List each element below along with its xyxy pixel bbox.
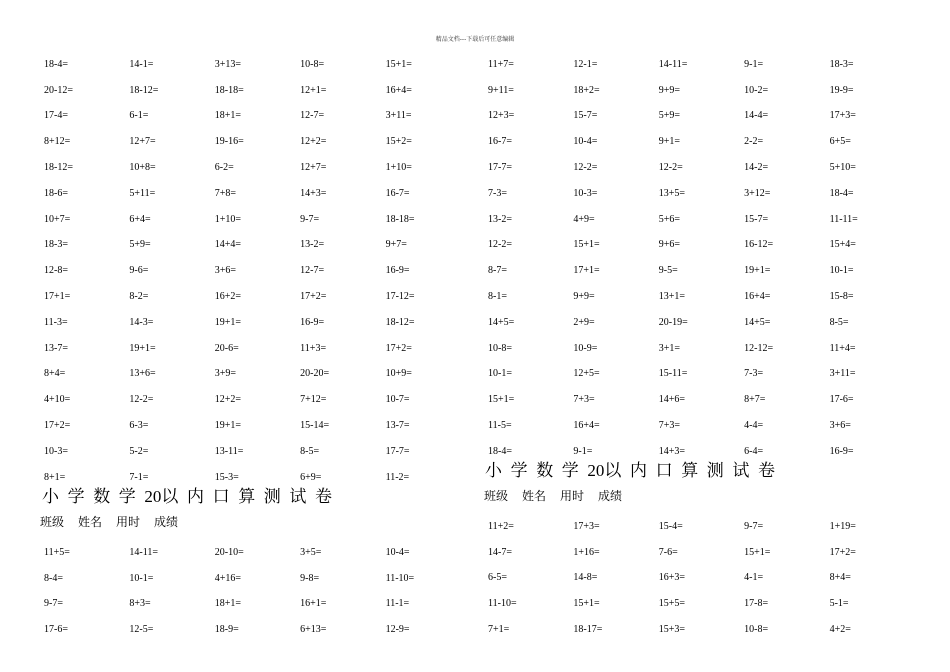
problem-cell: 18-18=	[385, 213, 415, 225]
problem-cell: 6-4=	[744, 445, 764, 457]
name-label: 姓名	[522, 489, 547, 503]
problem-cell: 7+3=	[658, 420, 681, 432]
problem-cell: 11-1=	[385, 598, 410, 610]
problem-cell: 4+10=	[44, 394, 71, 406]
problem-cell: 15+1=	[573, 239, 600, 251]
problem-cell: 5+9=	[129, 239, 151, 251]
problem-cell: 1+16=	[573, 546, 600, 558]
problem-cell: 14-8=	[573, 572, 598, 584]
problem-cell: 4+2=	[829, 624, 851, 636]
problem-cell: 14+6=	[658, 394, 686, 406]
problem-cell: 15-7=	[744, 213, 769, 225]
problem-cell: 18-6=	[44, 187, 68, 199]
problem-cell: 1+19=	[829, 520, 856, 532]
problem-cell: 18-12=	[44, 162, 73, 174]
problem-cell: 14-7=	[488, 546, 512, 558]
problem-cell: 10-3=	[44, 445, 68, 457]
problem-cell: 9+7=	[385, 239, 407, 251]
problem-cell: 5-2=	[129, 445, 149, 457]
problem-cell: 7-3=	[744, 368, 764, 380]
problem-cell: 18-12=	[385, 316, 415, 328]
problem-cell: 15-11=	[658, 368, 688, 380]
problem-cell: 12-1=	[573, 58, 598, 70]
problem-cell: 13+6=	[129, 368, 156, 380]
problem-cell: 3+6=	[214, 265, 237, 277]
problem-cell: 16-12=	[744, 239, 774, 251]
problem-cell: 20-19=	[658, 316, 688, 328]
problem-cell: 11+5=	[44, 546, 70, 558]
problem-cell: 12+1=	[300, 84, 327, 96]
problem-cell: 4+16=	[214, 572, 242, 584]
problem-grid-left-bottom	[44, 540, 471, 643]
problem-cell: 18-3=	[44, 239, 68, 251]
problem-cell: 7-3=	[488, 187, 507, 199]
problem-cell: 10-1=	[488, 368, 512, 380]
problem-cell: 18-9=	[214, 624, 239, 636]
title-text: 以内口算测试卷	[161, 487, 341, 507]
problem-cell: 4-1=	[744, 572, 764, 584]
name-label: 姓名	[78, 515, 103, 529]
problem-cell: 11+2=	[488, 520, 514, 532]
problem-cell: 8-1=	[488, 291, 507, 303]
problem-cell: 15+3=	[658, 624, 686, 636]
problem-cell: 14-3=	[129, 316, 154, 328]
problem-cell: 19+1=	[744, 265, 771, 277]
problem-cell: 5+11=	[129, 187, 156, 199]
problem-cell: 13-11=	[214, 445, 244, 457]
problem-cell: 15-8=	[829, 291, 854, 303]
problem-cell: 9-7=	[300, 213, 320, 225]
problem-cell: 6-3=	[129, 420, 149, 432]
problem-cell: 18-4=	[44, 58, 68, 70]
problem-cell: 7+8=	[214, 187, 237, 199]
problem-cell: 19+1=	[214, 316, 242, 328]
problem-cell: 18-4=	[829, 187, 854, 199]
problem-cell: 2+9=	[573, 316, 595, 328]
problem-cell: 12-2=	[129, 394, 154, 406]
problem-cell: 1+10=	[385, 162, 412, 174]
problem-cell: 17+1=	[573, 265, 600, 277]
problem-grid-left-top	[44, 52, 471, 491]
problem-cell: 17+3=	[829, 110, 856, 122]
problem-cell: 14+3=	[658, 445, 686, 457]
problem-cell: 12-5=	[129, 624, 154, 636]
problem-cell: 4+9=	[573, 213, 595, 225]
problem-cell: 1+10=	[214, 213, 242, 225]
problem-cell: 6+9=	[300, 471, 322, 483]
problem-cell: 14+4=	[214, 239, 242, 251]
problem-cell: 14-11=	[658, 58, 688, 70]
problem-cell: 18-4=	[488, 445, 512, 457]
student-info-row	[484, 490, 622, 502]
problem-cell: 5+9=	[658, 110, 681, 122]
problem-cell: 10-8=	[744, 624, 769, 636]
problem-cell: 19-9=	[829, 84, 854, 96]
problem-cell: 9-6=	[129, 265, 149, 277]
time-label: 用时	[560, 489, 585, 503]
problem-cell: 7+3=	[573, 394, 595, 406]
title-text: 小学数学	[485, 461, 588, 481]
problem-cell: 10-4=	[385, 546, 410, 558]
problem-cell: 15+1=	[488, 394, 515, 406]
problem-cell: 17-8=	[744, 598, 769, 610]
problem-cell: 8-5=	[300, 445, 320, 457]
problem-cell: 3+11=	[829, 368, 856, 380]
problem-cell: 18+1=	[214, 110, 242, 122]
problem-cell: 15+4=	[829, 239, 856, 251]
problem-cell: 9+11=	[488, 84, 514, 96]
problem-cell: 9+9=	[658, 84, 681, 96]
problem-cell: 12-12=	[744, 342, 774, 354]
problem-cell: 17+2=	[829, 546, 856, 558]
title-number: 20	[144, 487, 162, 506]
problem-cell: 18-18=	[214, 84, 244, 96]
worksheet-title	[42, 488, 341, 506]
problem-cell: 11-10=	[488, 598, 517, 610]
problem-cell: 4-4=	[744, 420, 764, 432]
problem-cell: 12+5=	[573, 368, 600, 380]
problem-cell: 15+1=	[385, 58, 412, 70]
problem-grid-right-top	[488, 52, 915, 465]
problem-cell: 11-10=	[385, 572, 415, 584]
problem-cell: 11-3=	[44, 316, 68, 328]
title-text: 以内口算测试卷	[604, 461, 784, 481]
problem-cell: 20-6=	[214, 342, 239, 354]
problem-cell: 10-3=	[573, 187, 598, 199]
problem-cell: 3+5=	[300, 546, 322, 558]
problem-cell: 20-20=	[300, 368, 330, 380]
problem-cell: 9+1=	[658, 136, 681, 148]
problem-cell: 14+5=	[744, 316, 771, 328]
problem-cell: 8-7=	[488, 265, 507, 277]
problem-cell: 17-6=	[44, 624, 68, 636]
problem-cell: 8+4=	[44, 368, 66, 380]
problem-cell: 12+2=	[214, 394, 242, 406]
problem-cell: 12+7=	[300, 162, 327, 174]
problem-cell: 10-7=	[385, 394, 410, 406]
problem-cell: 17+3=	[573, 520, 600, 532]
problem-cell: 3+13=	[214, 58, 242, 70]
problem-cell: 16+3=	[658, 572, 686, 584]
watermark: 精品文档---下载后可任意编辑	[435, 36, 515, 43]
problem-cell: 14-2=	[744, 162, 769, 174]
time-label: 用时	[116, 515, 141, 529]
problem-cell: 7-6=	[658, 546, 678, 558]
worksheet-title	[485, 462, 784, 480]
problem-cell: 3+11=	[385, 110, 412, 122]
problem-cell: 17+2=	[300, 291, 327, 303]
problem-cell: 17-4=	[44, 110, 68, 122]
problem-cell: 17+2=	[44, 420, 71, 432]
problem-cell: 16+4=	[573, 420, 600, 432]
problem-cell: 17-12=	[385, 291, 415, 303]
problem-cell: 12-2=	[573, 162, 598, 174]
score-label: 成绩	[598, 489, 623, 503]
problem-cell: 8+3=	[129, 598, 151, 610]
problem-cell: 10-4=	[573, 136, 598, 148]
problem-cell: 17+2=	[385, 342, 412, 354]
problem-cell: 8+12=	[44, 136, 71, 148]
problem-cell: 10+7=	[44, 213, 71, 225]
problem-cell: 12+3=	[488, 110, 515, 122]
problem-cell: 8-2=	[129, 291, 149, 303]
problem-cell: 14-11=	[129, 546, 158, 558]
class-label: 班级	[484, 489, 509, 503]
problem-cell: 8-5=	[829, 316, 849, 328]
problem-cell: 10-8=	[488, 342, 512, 354]
problem-cell: 12+7=	[129, 136, 156, 148]
problem-cell: 3+1=	[658, 342, 681, 354]
problem-cell: 9-7=	[44, 598, 63, 610]
problem-cell: 16+4=	[744, 291, 771, 303]
problem-cell: 5+6=	[658, 213, 681, 225]
problem-cell: 11+3=	[300, 342, 327, 354]
problem-grid-right-bottom	[488, 514, 915, 643]
problem-cell: 13-7=	[385, 420, 410, 432]
problem-cell: 3+9=	[214, 368, 237, 380]
problem-cell: 18+1=	[214, 598, 242, 610]
problem-cell: 11+7=	[488, 58, 514, 70]
problem-cell: 6-1=	[129, 110, 149, 122]
problem-cell: 14+3=	[300, 187, 327, 199]
problem-cell: 17-7=	[488, 162, 512, 174]
problem-cell: 7-1=	[129, 471, 149, 483]
problem-cell: 14-4=	[744, 110, 769, 122]
problem-cell: 15-3=	[214, 471, 239, 483]
problem-cell: 10+9=	[385, 368, 412, 380]
problem-cell: 16-7=	[385, 187, 410, 199]
problem-cell: 8+4=	[829, 572, 851, 584]
problem-cell: 11+4=	[829, 342, 856, 354]
problem-cell: 15+5=	[658, 598, 686, 610]
problem-cell: 16+4=	[385, 84, 412, 96]
problem-cell: 3+12=	[744, 187, 771, 199]
problem-cell: 6-5=	[488, 572, 507, 584]
problem-cell: 9-1=	[573, 445, 593, 457]
problem-cell: 10-9=	[573, 342, 598, 354]
problem-cell: 9-5=	[658, 265, 678, 277]
problem-cell: 17-7=	[385, 445, 410, 457]
problem-cell: 8-4=	[44, 572, 63, 584]
problem-cell: 18-3=	[829, 58, 854, 70]
problem-cell: 9+6=	[658, 239, 681, 251]
problem-cell: 7+1=	[488, 624, 510, 636]
problem-cell: 13+5=	[658, 187, 686, 199]
problem-cell: 10-1=	[829, 265, 854, 277]
problem-cell: 17-6=	[829, 394, 854, 406]
problem-cell: 12-7=	[300, 265, 325, 277]
problem-cell: 12-9=	[385, 624, 410, 636]
problem-cell: 19+1=	[214, 420, 242, 432]
problem-cell: 10-8=	[300, 58, 325, 70]
problem-cell: 18+2=	[573, 84, 600, 96]
problem-cell: 19-16=	[214, 136, 244, 148]
problem-cell: 9-1=	[744, 58, 764, 70]
problem-cell: 13-2=	[300, 239, 325, 251]
problem-cell: 6+4=	[129, 213, 151, 225]
problem-cell: 12-7=	[300, 110, 325, 122]
problem-cell: 16-7=	[488, 136, 512, 148]
problem-cell: 14+5=	[488, 316, 515, 328]
problem-cell: 12-2=	[658, 162, 683, 174]
problem-cell: 14-1=	[129, 58, 154, 70]
problem-cell: 15-4=	[658, 520, 683, 532]
problem-cell: 15-7=	[573, 110, 598, 122]
problem-cell: 10-1=	[129, 572, 154, 584]
problem-cell: 16+2=	[214, 291, 242, 303]
problem-cell: 9-7=	[744, 520, 764, 532]
problem-cell: 16-9=	[300, 316, 325, 328]
problem-cell: 16-9=	[829, 445, 854, 457]
problem-cell: 11-5=	[488, 420, 512, 432]
problem-cell: 9-8=	[300, 572, 320, 584]
problem-cell: 20-12=	[44, 84, 73, 96]
problem-cell: 10-2=	[744, 84, 769, 96]
score-label: 成绩	[154, 515, 179, 529]
problem-cell: 15+2=	[385, 136, 412, 148]
problem-cell: 5+10=	[829, 162, 856, 174]
problem-cell: 13-7=	[44, 342, 68, 354]
problem-cell: 12+2=	[300, 136, 327, 148]
problem-cell: 15-14=	[300, 420, 330, 432]
problem-cell: 11-2=	[385, 471, 410, 483]
problem-cell: 19+1=	[129, 342, 156, 354]
problem-cell: 10+8=	[129, 162, 156, 174]
problem-cell: 3+6=	[829, 420, 851, 432]
problem-cell: 6-2=	[214, 162, 234, 174]
title-text: 小学数学	[42, 487, 145, 507]
student-info-row	[40, 516, 178, 528]
problem-cell: 2-2=	[744, 136, 764, 148]
problem-cell: 18-12=	[129, 84, 159, 96]
problem-cell: 7+12=	[300, 394, 327, 406]
problem-cell: 16+1=	[300, 598, 327, 610]
class-label: 班级	[40, 515, 65, 529]
problem-cell: 20-10=	[214, 546, 244, 558]
problem-cell: 17+1=	[44, 291, 71, 303]
problem-cell: 9+9=	[573, 291, 595, 303]
problem-cell: 6+5=	[829, 136, 851, 148]
problem-cell: 15+1=	[744, 546, 771, 558]
problem-cell: 8+7=	[744, 394, 766, 406]
problem-cell: 15+1=	[573, 598, 600, 610]
problem-cell: 11-11=	[829, 213, 858, 225]
problem-cell: 6+13=	[300, 624, 327, 636]
problem-cell: 18-17=	[573, 624, 603, 636]
problem-cell: 5-1=	[829, 598, 849, 610]
problem-cell: 12-8=	[44, 265, 68, 277]
problem-cell: 12-2=	[488, 239, 512, 251]
problem-cell: 13+1=	[658, 291, 686, 303]
problem-cell: 16-9=	[385, 265, 410, 277]
problem-cell: 13-2=	[488, 213, 512, 225]
problem-cell: 8+1=	[44, 471, 66, 483]
title-number: 20	[587, 461, 605, 480]
